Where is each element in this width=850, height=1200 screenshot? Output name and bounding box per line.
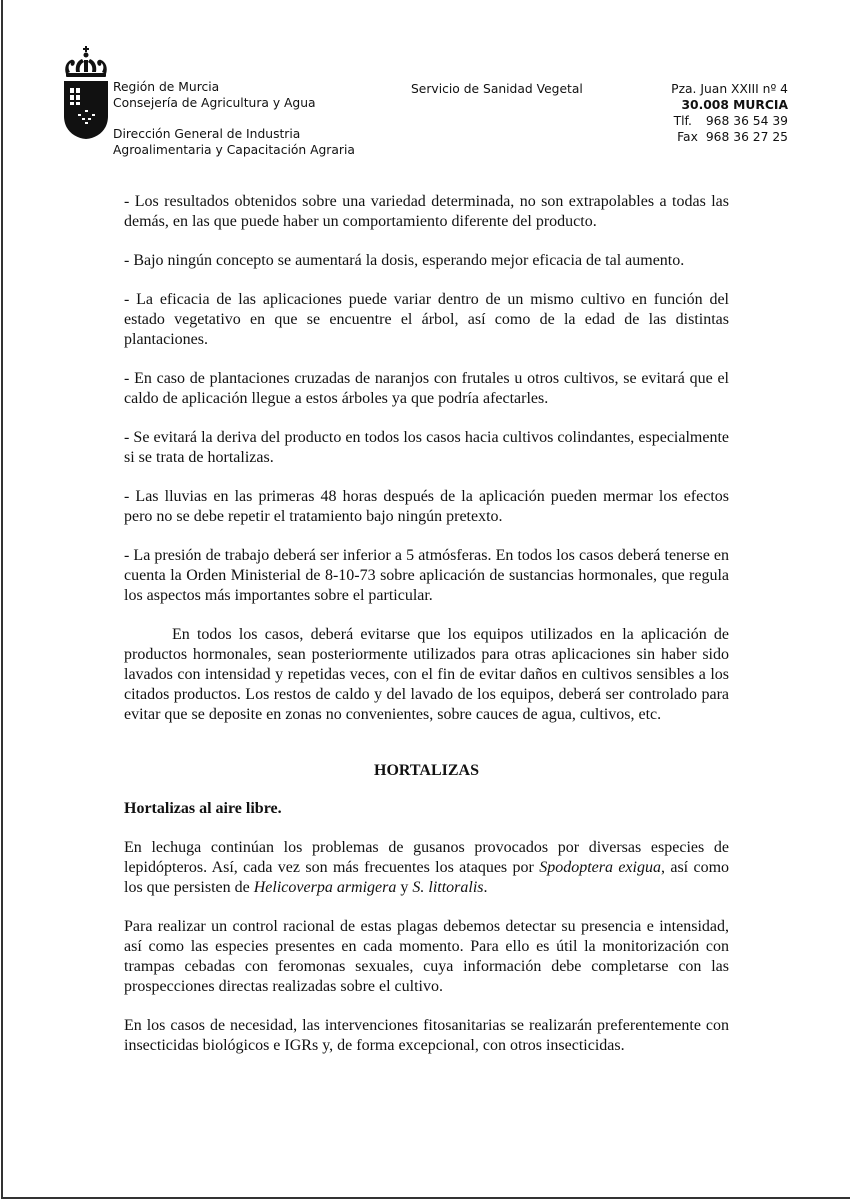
bullet-paragraph: - En caso de plantaciones cruzadas de naranjos con frutales u otros cultivos, se evitará que el caldo de aplicación llegue a estos árboles ya que podría afectarles.	[124, 370, 729, 407]
species-name: Spodoptera exigua	[539, 859, 661, 876]
section-title: HORTALIZAS	[374, 762, 479, 779]
header-directorate	[113, 126, 355, 158]
header-service: Servicio de Sanidad Vegetal	[411, 82, 583, 96]
org-department: Consejería de Agricultura y Agua	[113, 96, 316, 110]
species-name: S. littoralis	[412, 879, 484, 896]
paragraph-pest-control: Para realizar un control racional de estas plagas debemos detectar su presencia e intensidad, así como las especies presentes en cada momento. Para ello es útil la monitorización con trampas cebadas con feromonas sexuales, cuya información debe completarse con las prospecciones directas realizadas sobre el cultivo.	[124, 918, 729, 995]
fax-number: 968 36 27 25	[705, 130, 788, 144]
bullet-paragraph: - Se evitará la deriva del producto en todos los casos hacia cultivos colindantes, especialmente si se trata de hortalizas.	[124, 429, 729, 466]
species-name: Helicoverpa armigera	[253, 879, 397, 896]
directorate-line-1: Dirección General de Industria	[113, 127, 301, 141]
address-city: 30.008 MURCIA	[681, 98, 788, 112]
bullet-paragraph: - Los resultados obtenidos sobre una variedad determinada, no son extrapolables a todas las demás, en las que puede haber un comportamiento diferente del producto.	[124, 193, 729, 230]
header-address	[671, 81, 788, 145]
document-body	[124, 192, 729, 1056]
paragraph-lettuce-pests: En lechuga continúan los problemas de gusanos provocados por diversas especies de lepidópteros. Así, cada vez son más frecuentes los ataques por Spodoptera exigua, así como los que persisten de Helicoverpa armigera y S. littoralis.	[124, 839, 730, 896]
org-region: Región de Murcia	[113, 80, 220, 94]
subsection-title: Hortalizas al aire libre.	[124, 800, 282, 817]
address-fax	[671, 129, 788, 145]
bullet-paragraph: - Las lluvias en las primeras 48 horas después de la aplicación pueden mermar los efectos pero no se debe repetir el tratamiento bajo ningún pretexto.	[124, 488, 729, 525]
closing-paragraph: En todos los casos, deberá evitarse que los equipos utilizados en la aplicación de productos hormonales, sean posteriormente utilizados para otras aplicaciones sin haber sido lavados con intensidad y repetidas veces, con el fin de evitar daños en cultivos sensibles a los citados productos. Los restos de caldo y del lavado de los equipos, deberá ser controlado para evitar que se deposite en zonas no convenientes, sobre cauces de agua, cultivos, etc.	[124, 626, 729, 723]
fax-label: Fax	[677, 130, 698, 144]
bullet-paragraph: - La presión de trabajo deberá ser inferior a 5 atmósferas. En todos los casos deberá tenerse en cuenta la Orden Ministerial de 8-10-73 sobre aplicación de sustancias hormonales, que regula los aspectos más importantes sobre el particular.	[124, 547, 729, 604]
page-border-bottom	[1, 1197, 850, 1199]
address-phone	[671, 113, 788, 129]
address-street: Pza. Juan XXIII nº 4	[671, 82, 788, 96]
bullet-paragraph: - Bajo ningún concepto se aumentará la dosis, esperando mejor eficacia de tal aumento.	[124, 252, 685, 269]
bullet-paragraph: - La eficacia de las aplicaciones puede variar dentro de un mismo cultivo en función del estado vegetativo en que se encuentre el árbol, así como de la edad de las distintas plantaciones.	[124, 291, 729, 348]
paragraph-interventions: En los casos de necesidad, las intervenciones fitosanitarias se realizarán preferentemente con insecticidas biológicos e IGRs y, de forma excepcional, con otros insecticidas.	[124, 1017, 729, 1054]
phone-label: Tlf.	[673, 114, 692, 128]
phone-number: 968 36 54 39	[705, 114, 788, 128]
directorate-line-2: Agroalimentaria y Capacitación Agraria	[113, 143, 355, 157]
page-border-left	[1, 0, 3, 1198]
header-organization	[113, 79, 316, 111]
coat-of-arms-icon	[62, 46, 110, 140]
crown-icon	[65, 46, 107, 77]
